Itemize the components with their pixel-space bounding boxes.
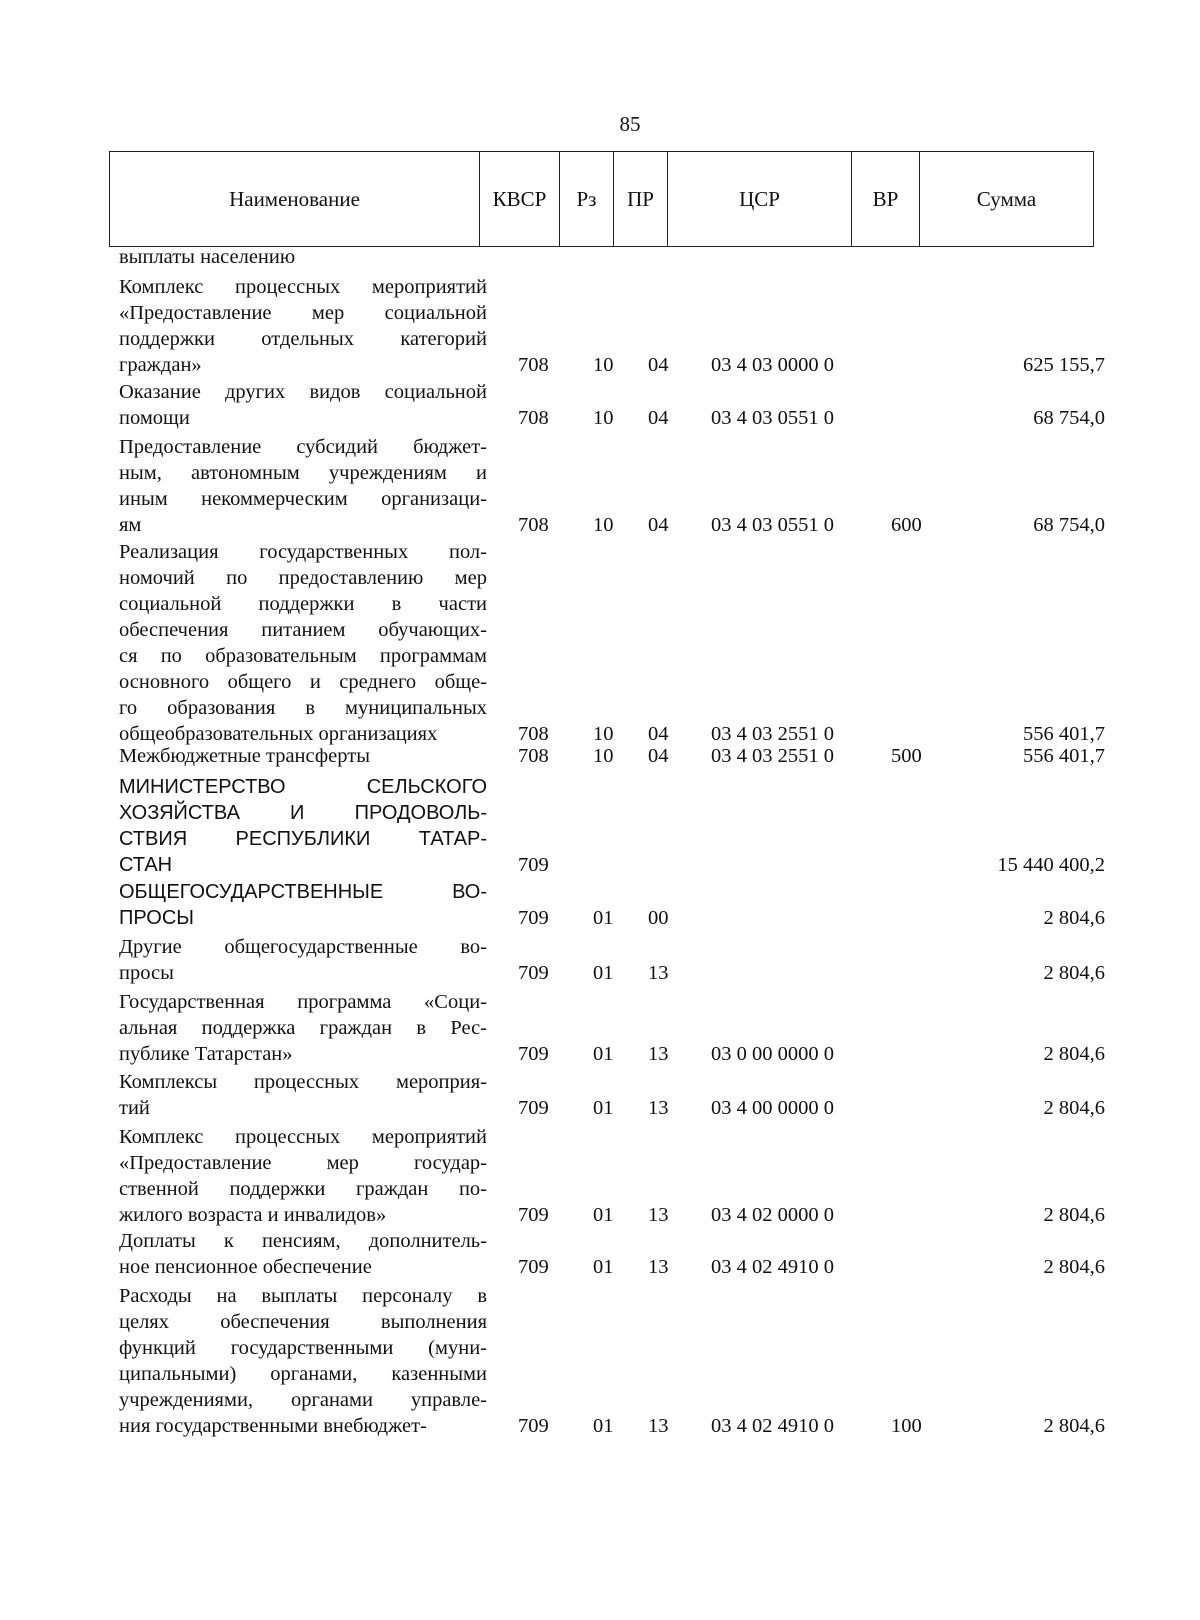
row-name-line: СТВИЯ РЕСПУБЛИКИ ТАТАР- [119,828,487,850]
cell-rz: 01 [593,962,614,984]
cell-kvsr: 708 [518,723,549,745]
row-name-line: целях обеспечения выполнения [119,1311,487,1333]
row-name-line: Расходы на выплаты персоналу в [119,1285,487,1307]
cell-kvsr: 709 [518,1256,549,1278]
cell-sum: 68 754,0 [1033,514,1105,536]
cell-vr: 500 [891,745,922,767]
cell-pr: 00 [648,907,669,929]
cell-csr: 03 4 03 2551 0 [711,723,834,745]
row-name-line: жилого возраста и инвалидов» [119,1204,387,1226]
row-name-line: Другие общегосударственные во- [119,936,487,958]
row-name-line: Комплекс процессных мероприятий [119,1126,487,1148]
row-name-line: Оказание других видов социальной [119,381,487,403]
column-header-csr: ЦСР [668,152,852,247]
cell-csr: 03 4 02 4910 0 [711,1256,834,1278]
cell-csr: 03 4 03 2551 0 [711,745,834,767]
cell-kvsr: 709 [518,1415,549,1437]
cell-pr: 13 [648,1204,669,1226]
row-name [119,274,487,378]
column-header-vr: ВР [852,152,920,247]
row-name [119,774,487,878]
row-name [119,1124,487,1228]
row-name-line: ным, автономным учреждениям и [119,462,487,484]
row-name-line: ное пенсионное обеспечение [119,1256,372,1278]
cell-csr: 03 4 02 0000 0 [711,1204,834,1226]
row-name-line: функций государственными (муни- [119,1337,487,1359]
row-name [119,539,487,747]
cell-sum: 556 401,7 [1023,745,1105,767]
row-name-line: публике Татарстан» [119,1043,293,1065]
row-name-line: Государственная программа «Соци- [119,991,487,1013]
row-name-line: номочий по предоставлению мер [119,567,487,589]
cell-pr: 04 [648,723,669,745]
row-name-line: ся по образовательным программам [119,645,487,667]
cell-rz: 01 [593,1256,614,1278]
row-name-line: «Предоставление мер государ- [119,1152,487,1174]
cell-sum: 2 804,6 [1043,1097,1105,1119]
row-name [119,434,487,538]
row-name [119,879,487,931]
cell-sum: 68 754,0 [1033,407,1105,429]
row-name-line: альная поддержка граждан в Рес- [119,1017,487,1039]
row-name-line: основного общего и среднего обще- [119,671,487,693]
cell-rz: 01 [593,1415,614,1437]
column-header-sum: Сумма [920,152,1094,247]
cell-kvsr: 708 [518,407,549,429]
cell-rz: 01 [593,907,614,929]
row-name-line: ПРОСЫ [119,907,194,929]
cell-kvsr: 708 [518,354,549,376]
cell-pr: 13 [648,1097,669,1119]
cell-sum: 2 804,6 [1043,962,1105,984]
row-name-line: Комплексы процессных мероприя- [119,1071,487,1093]
row-name [119,1283,487,1439]
cell-kvsr: 709 [518,1097,549,1119]
cell-csr: 03 4 02 4910 0 [711,1415,834,1437]
row-name-line: «Предоставление мер социальной [119,302,487,324]
cell-vr: 600 [891,514,922,536]
cell-rz: 10 [593,354,614,376]
row-name-line: СТАН [119,854,173,876]
row-name-line: ственной поддержки граждан по- [119,1178,487,1200]
cell-csr: 03 4 03 0551 0 [711,407,834,429]
page-number: 85 [619,112,641,136]
cell-rz: 01 [593,1204,614,1226]
column-header-kvsr: КВСР [480,152,560,247]
row-name-line: Предоставление субсидий бюджет- [119,436,487,458]
cell-sum: 2 804,6 [1043,907,1105,929]
cell-rz: 10 [593,514,614,536]
cell-pr: 13 [648,1256,669,1278]
column-header-name: Наименование [110,152,480,247]
cell-pr: 13 [648,1415,669,1437]
row-name-line: учреждениями, органами управле- [119,1389,487,1411]
cell-rz: 01 [593,1097,614,1119]
cell-sum: 2 804,6 [1043,1415,1105,1437]
cell-pr: 04 [648,745,669,767]
row-name [119,989,487,1067]
cell-rz: 10 [593,745,614,767]
column-header-rz: Рз [560,152,614,247]
row-name-line: граждан» [119,354,202,376]
row-name-line: общеобразовательных организациях [119,723,438,745]
cell-rz: 10 [593,723,614,745]
row-name-line: ния государственными внебюджет- [119,1415,427,1437]
cell-kvsr: 709 [518,907,549,929]
cell-pr: 13 [648,962,669,984]
row-name-line: Доплаты к пенсиям, дополнитель- [119,1230,487,1252]
row-name [119,934,487,986]
cell-kvsr: 709 [518,1043,549,1065]
row-name-line: тий [119,1097,150,1119]
cell-rz: 10 [593,407,614,429]
row-name-line: просы [119,962,174,984]
cell-kvsr: 708 [518,745,549,767]
cell-pr: 04 [648,354,669,376]
row-name-line: Межбюджетные трансферты [119,745,370,767]
cell-kvsr: 708 [518,514,549,536]
cell-vr: 100 [891,1415,922,1437]
cell-sum: 2 804,6 [1043,1204,1105,1226]
cell-pr: 04 [648,407,669,429]
row-name-line: ОБЩЕГОСУДАРСТВЕННЫЕ ВО- [119,881,487,903]
row-name-line: ям [119,514,142,536]
row-name-line: социальной поддержки в части [119,593,487,615]
row-name [119,379,487,431]
cell-pr: 04 [648,514,669,536]
row-name-line: поддержки отдельных категорий [119,328,487,350]
cell-sum: 2 804,6 [1043,1256,1105,1278]
cell-kvsr: 709 [518,1204,549,1226]
cell-csr: 03 4 03 0551 0 [711,514,834,536]
cell-sum: 556 401,7 [1023,723,1105,745]
cell-kvsr: 709 [518,854,549,876]
cell-rz: 01 [593,1043,614,1065]
cell-pr: 13 [648,1043,669,1065]
cell-sum: 625 155,7 [1023,354,1105,376]
cell-sum: 2 804,6 [1043,1043,1105,1065]
row-name-line: Комплекс процессных мероприятий [119,276,487,298]
row-name [119,1228,487,1280]
row-name-line: МИНИСТЕРСТВО СЕЛЬСКОГО [119,776,487,798]
column-header-pr: ПР [614,152,668,247]
row-name-line: го образования в муниципальных [119,697,487,719]
cell-csr: 03 0 00 0000 0 [711,1043,834,1065]
row-name-line: ХОЗЯЙСТВА И ПРОДОВОЛЬ- [119,802,487,824]
cell-csr: 03 4 00 0000 0 [711,1097,834,1119]
cell-csr: 03 4 03 0000 0 [711,354,834,376]
row-name-line: обеспечения питанием обучающих- [119,619,487,641]
row-name [119,244,487,270]
row-name-line: Реализация государственных пол- [119,541,487,563]
row-name-line: выплаты населению [119,246,296,268]
row-name-line: помощи [119,407,190,429]
row-name [119,1069,487,1121]
row-name-line: иным некоммерческим организаци- [119,488,487,510]
row-name [119,743,487,769]
cell-sum: 15 440 400,2 [997,854,1105,876]
row-name-line: ципальными) органами, казенными [119,1363,487,1385]
cell-kvsr: 709 [518,962,549,984]
